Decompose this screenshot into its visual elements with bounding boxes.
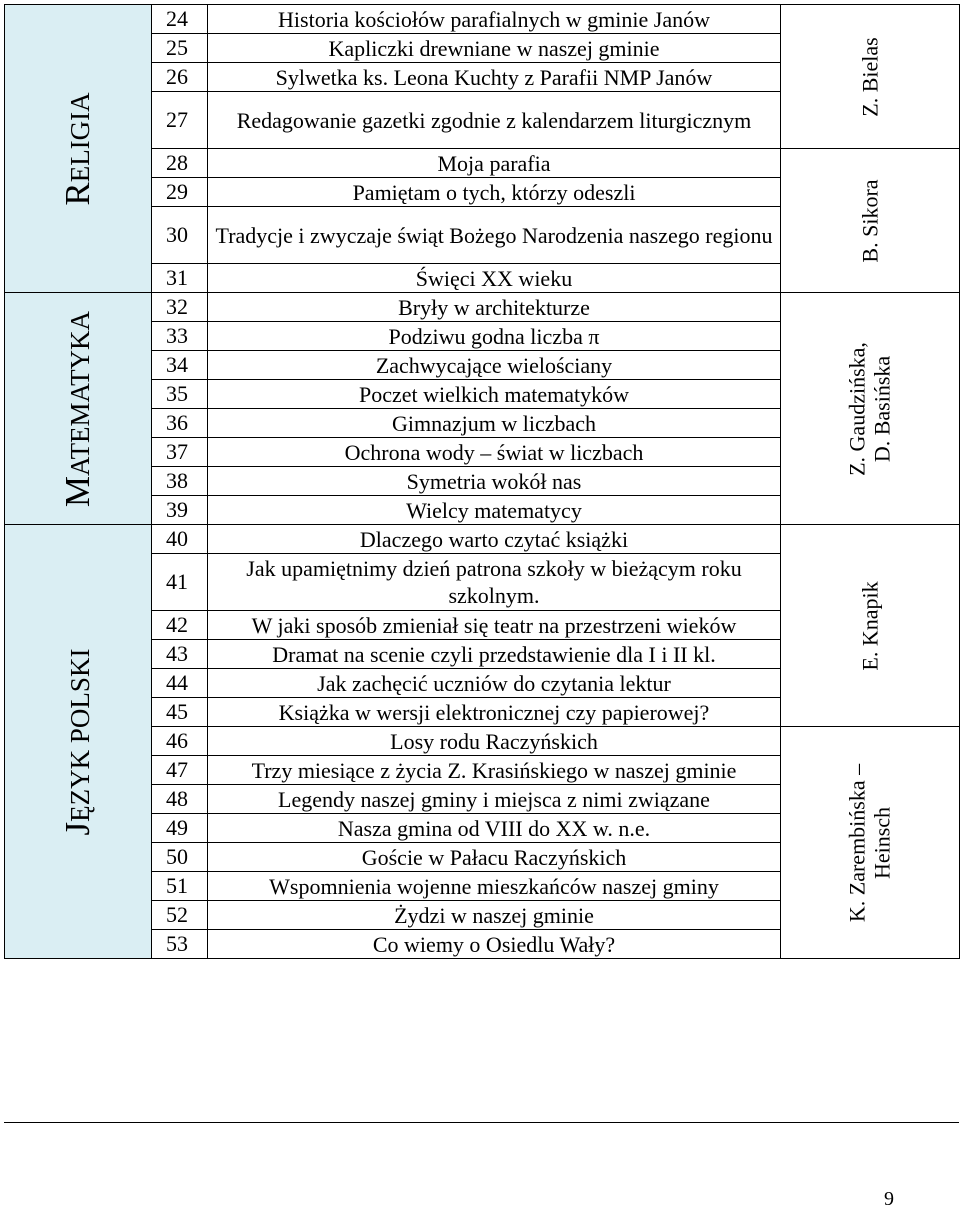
row-title: Kapliczki drewniane w naszej gminie bbox=[208, 34, 781, 63]
row-number: 44 bbox=[152, 669, 208, 698]
row-title: Poczet wielkich matematyków bbox=[208, 380, 781, 409]
row-number: 24 bbox=[152, 5, 208, 34]
footer-rule bbox=[4, 1122, 959, 1123]
teacher-cell-knapik bbox=[781, 525, 960, 727]
row-number: 52 bbox=[152, 901, 208, 930]
table-row bbox=[5, 293, 960, 322]
row-number: 31 bbox=[152, 264, 208, 293]
row-title: Moja parafia bbox=[208, 149, 781, 178]
teacher-cell-gaudzinska-basinska bbox=[781, 293, 960, 525]
row-title: Trzy miesiące z życia Z. Krasińskiego w naszej gminie bbox=[208, 756, 781, 785]
row-number: 48 bbox=[152, 785, 208, 814]
projects-table bbox=[4, 4, 960, 959]
row-title: Dramat na scenie czyli przedstawienie dla I i II kl. bbox=[208, 640, 781, 669]
row-number: 35 bbox=[152, 380, 208, 409]
row-number: 25 bbox=[152, 34, 208, 63]
row-number: 45 bbox=[152, 698, 208, 727]
row-title: Redagowanie gazetki zgodnie z kalendarzem liturgicznym bbox=[208, 92, 781, 149]
row-title: Wielcy matematycy bbox=[208, 496, 781, 525]
row-title: Co wiemy o Osiedlu Wały? bbox=[208, 930, 781, 959]
row-title: Bryły w architekturze bbox=[208, 293, 781, 322]
teacher-name: K. Zarembińska – Heinsch bbox=[844, 763, 895, 922]
row-number: 47 bbox=[152, 756, 208, 785]
row-title: W jaki sposób zmieniał się teatr na przestrzeni wieków bbox=[208, 611, 781, 640]
subject-label-matematyka: MATEMATYKA bbox=[57, 310, 97, 507]
row-title: Żydzi w naszej gminie bbox=[208, 901, 781, 930]
row-number: 38 bbox=[152, 467, 208, 496]
row-number: 53 bbox=[152, 930, 208, 959]
row-title: Zachwycające wielościany bbox=[208, 351, 781, 380]
row-number: 27 bbox=[152, 92, 208, 149]
row-number: 41 bbox=[152, 554, 208, 611]
row-title: Wspomnienia wojenne mieszkańców naszej gminy bbox=[208, 872, 781, 901]
row-title: Podziwu godna liczba π bbox=[208, 322, 781, 351]
row-title: Symetria wokół nas bbox=[208, 467, 781, 496]
row-number: 29 bbox=[152, 178, 208, 207]
row-number: 26 bbox=[152, 63, 208, 92]
table-row bbox=[5, 525, 960, 554]
row-number: 42 bbox=[152, 611, 208, 640]
row-title: Historia kościołów parafialnych w gminie Janów bbox=[208, 5, 781, 34]
row-title: Nasza gmina od VIII do XX w. n.e. bbox=[208, 814, 781, 843]
subject-cell-matematyka bbox=[5, 293, 152, 525]
teacher-cell-zarembinska-heinsch bbox=[781, 727, 960, 959]
teacher-name: B. Sikora bbox=[857, 178, 883, 263]
row-title: Legendy naszej gminy i miejsca z nimi związane bbox=[208, 785, 781, 814]
row-number: 46 bbox=[152, 727, 208, 756]
row-number: 36 bbox=[152, 409, 208, 438]
subject-cell-religia bbox=[5, 5, 152, 293]
row-number: 37 bbox=[152, 438, 208, 467]
teacher-name: Z. Gaudzińska, D. Basińska bbox=[844, 341, 895, 476]
row-number: 39 bbox=[152, 496, 208, 525]
subject-label-religia: RELIGIA bbox=[57, 91, 97, 206]
row-number: 51 bbox=[152, 872, 208, 901]
row-number: 49 bbox=[152, 814, 208, 843]
subject-label-jezyk-polski: JĘZYK POLSKI bbox=[57, 648, 97, 835]
teacher-name: E. Knapik bbox=[857, 580, 883, 671]
table-row bbox=[5, 5, 960, 34]
row-number: 30 bbox=[152, 207, 208, 264]
row-title: Święci XX wieku bbox=[208, 264, 781, 293]
row-number: 33 bbox=[152, 322, 208, 351]
row-title: Ochrona wody – świat w liczbach bbox=[208, 438, 781, 467]
teacher-name: Z. Bielas bbox=[857, 36, 883, 117]
row-number: 43 bbox=[152, 640, 208, 669]
row-title: Jak zachęcić uczniów do czytania lektur bbox=[208, 669, 781, 698]
row-title: Tradycje i zwyczaje świąt Bożego Narodzenia naszego regionu bbox=[208, 207, 781, 264]
row-title: Gimnazjum w liczbach bbox=[208, 409, 781, 438]
row-title: Losy rodu Raczyńskich bbox=[208, 727, 781, 756]
row-number: 28 bbox=[152, 149, 208, 178]
row-number: 40 bbox=[152, 525, 208, 554]
row-title: Pamiętam o tych, którzy odeszli bbox=[208, 178, 781, 207]
row-title: Goście w Pałacu Raczyńskich bbox=[208, 843, 781, 872]
teacher-cell-bielas bbox=[781, 5, 960, 149]
row-number: 50 bbox=[152, 843, 208, 872]
row-title: Dlaczego warto czytać książki bbox=[208, 525, 781, 554]
row-number: 32 bbox=[152, 293, 208, 322]
page-number: 9 bbox=[884, 1188, 894, 1210]
row-title: Jak upamiętnimy dzień patrona szkoły w bieżącym roku szkolnym. bbox=[208, 554, 781, 611]
row-number: 34 bbox=[152, 351, 208, 380]
teacher-cell-sikora bbox=[781, 149, 960, 293]
row-title: Sylwetka ks. Leona Kuchty z Parafii NMP Janów bbox=[208, 63, 781, 92]
row-title: Książka w wersji elektronicznej czy papierowej? bbox=[208, 698, 781, 727]
subject-cell-jezyk-polski bbox=[5, 525, 152, 959]
